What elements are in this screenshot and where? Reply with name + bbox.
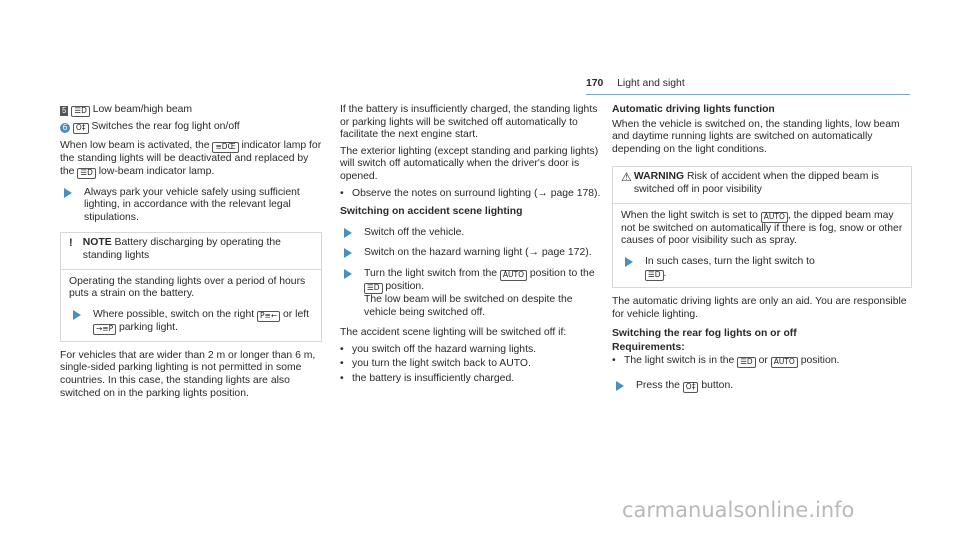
warning-body: When the light switch is set to AUTO , the dipped beam may not be switched on automatically if there is fog, snow or other causes of poor visibility such as spray. xyxy=(621,209,903,247)
item-number-badge: 5 xyxy=(62,106,67,115)
paragraph: If the battery is insufficiently charged, the standing lights or parking lights will be switched off automatically to facilitate the next engine start. xyxy=(340,104,598,141)
watermark: carmanualsonline.info xyxy=(622,498,855,522)
bullet-item: • The light switch is in the ☰D or AUTO position. xyxy=(612,355,912,368)
bullet-item: • you turn the light switch back to AUTO. xyxy=(340,358,602,371)
page-title: Light and sight xyxy=(617,78,685,89)
note-body: Operating the standing lights over a period of hours puts a strain on the battery. xyxy=(69,275,306,300)
instruction-step: Switch on the hazard warning light (→ page 172). xyxy=(340,247,602,260)
note-title: Battery discharging by operating the standing lights xyxy=(82,237,281,261)
standing-light-icon: ≡DŒ xyxy=(212,142,238,153)
instruction-step: Switch off the vehicle. xyxy=(340,227,602,240)
header-rule xyxy=(586,94,910,95)
low-beam-icon: ☰D xyxy=(364,283,383,294)
note-label: NOTE xyxy=(82,237,112,249)
column-2 xyxy=(340,104,602,388)
requirements-label: Requirements: xyxy=(612,342,685,354)
instruction-step: Where possible, switch on the right P≡← or left →≡P parking light. xyxy=(69,309,313,335)
note-box xyxy=(60,232,322,341)
instruction-step: Turn the light switch from the AUTO position to the ☰D position. The low beam will be switched on despite the vehicle being switched off. xyxy=(340,268,602,319)
warning-triangle-icon: ⚠ xyxy=(621,170,632,185)
column-3 xyxy=(612,104,912,401)
page-header xyxy=(586,78,910,91)
page-reference-link[interactable]: → page 178 xyxy=(537,187,595,199)
auto-light-icon: AUTO xyxy=(500,270,527,281)
low-beam-icon: ☰D xyxy=(737,357,756,368)
exclamation-icon: ! xyxy=(69,237,73,250)
bullet-item: • the battery is insufficiently charged. xyxy=(340,373,602,386)
auto-light-icon: AUTO xyxy=(761,212,788,223)
paragraph: When the vehicle is switched on, the standing lights, low beam and daytime running lights are switched on automatically depending on the light conditions. xyxy=(612,118,900,155)
bullet-item: • you switch off the hazard warning lights. xyxy=(340,344,602,357)
column-1 xyxy=(60,104,322,404)
section-heading: Switching on accident scene lighting xyxy=(340,206,523,218)
page-number: 170 xyxy=(586,78,604,89)
warning-box xyxy=(612,166,912,288)
warning-title: Risk of accident when the dipped beam is switched off in poor visibility xyxy=(633,171,879,195)
item-number-badge: 6 xyxy=(60,123,70,133)
paragraph: When low beam is activated, the ≡DŒ indicator lamp for the standing lights will be deactivated and replaced by the ☰D low-beam indicator lamp. xyxy=(60,140,322,177)
page-reference-link[interactable]: → page 172 xyxy=(528,247,586,259)
legend-item-6: 6 O‡ Switches the rear fog light on/off xyxy=(60,121,322,134)
instruction-step: Always park your vehicle safely using sufficient lighting, in accordance with the relevant legal stipulations. xyxy=(60,187,322,225)
warning-label: WARNING xyxy=(633,171,685,183)
left-parking-light-icon: →≡P xyxy=(93,324,116,335)
instruction-step: Press the O‡ button. xyxy=(612,380,912,393)
rear-fog-light-icon: O‡ xyxy=(683,382,699,393)
bullet-item: • Observe the notes on surround lighting (→ page 178). xyxy=(340,188,602,201)
section-heading: Switching the rear fog lights on or off xyxy=(612,327,797,339)
paragraph: The exterior lighting (except standing and parking lights) will switch off automatically when the driver's door is opened. xyxy=(340,145,599,182)
low-beam-icon: ☰D xyxy=(71,106,90,117)
instruction-step: In such cases, turn the light switch to ☰D . xyxy=(621,256,903,282)
rear-fog-light-icon: O‡ xyxy=(73,123,89,134)
low-beam-icon: ☰D xyxy=(77,168,96,179)
paragraph: For vehicles that are wider than 2 m or longer than 6 m, single-sided parking lighting is not permitted in some countries. In this case, the standing lights are also switched on in the parking lights position. xyxy=(60,349,316,399)
section-heading: Automatic driving lights function xyxy=(612,104,775,115)
auto-light-icon: AUTO xyxy=(771,357,798,368)
paragraph: The accident scene lighting will be switched off if: xyxy=(340,327,567,339)
legend-item-5: 5 ☰D Low beam/high beam xyxy=(62,104,193,115)
low-beam-icon: ☰D xyxy=(645,270,664,281)
right-parking-light-icon: P≡← xyxy=(257,311,280,322)
paragraph: The automatic driving lights are only an aid. You are responsible for vehicle lighting. xyxy=(612,296,907,320)
